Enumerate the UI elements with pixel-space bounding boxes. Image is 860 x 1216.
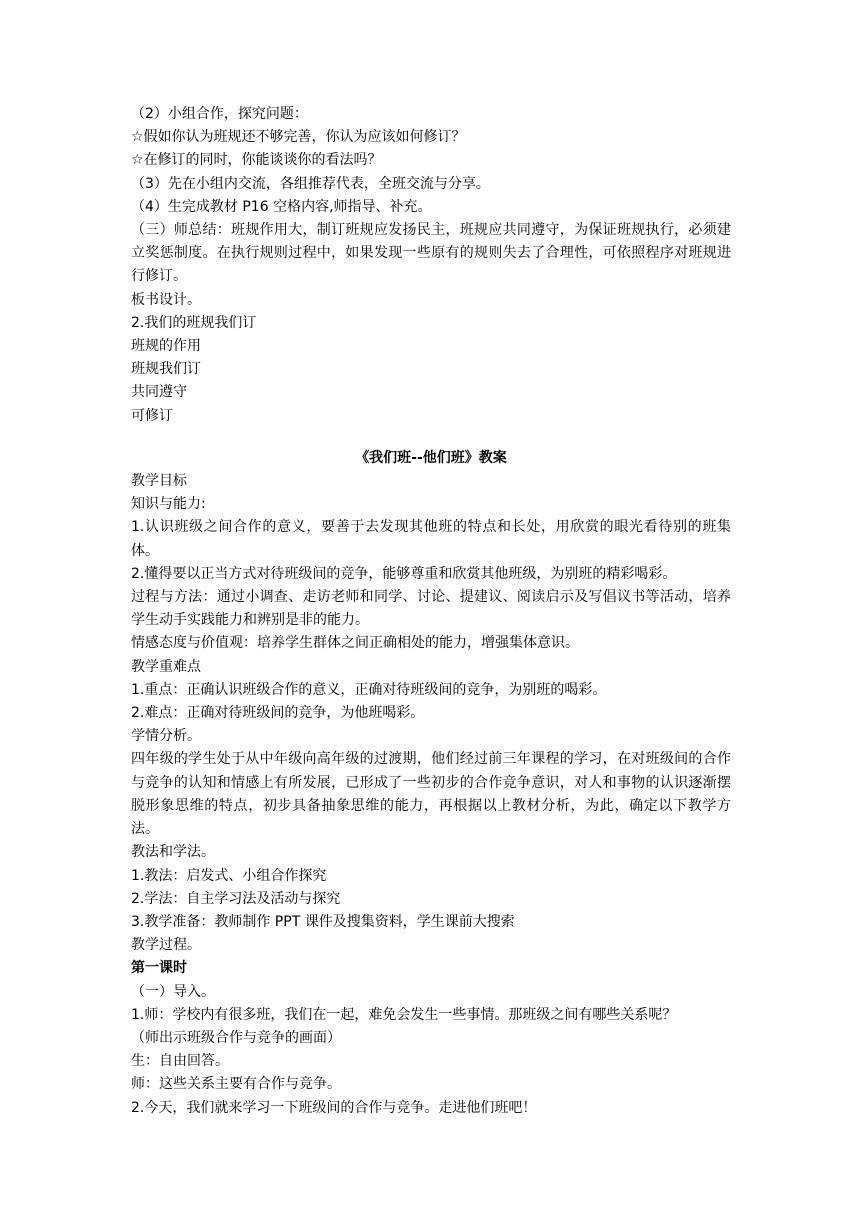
section-heading: 教学重难点 (131, 658, 201, 675)
text-line: 共同遵守 (131, 384, 187, 401)
subsection-heading: 知识与能力: (131, 496, 206, 513)
text-line: （3）先在小组内交流，各组推荐代表，全班交流与分享。 (131, 175, 490, 192)
subsection-heading: （一）导入。 (131, 983, 215, 1000)
intro-teacher-line: 师：这些关系主要有合作与竞争。 (131, 1076, 341, 1093)
goal-item: 2.懂得要以正当方式对待班级间的竞争，能够尊重和欣赏其他班级，为别班的精彩喝彩。 (131, 565, 677, 582)
section-heading: 教法和学法。 (131, 844, 215, 861)
text-line: 班规的作用 (131, 338, 201, 355)
lesson-heading: 第一课时 (131, 960, 187, 977)
text-line: ☆假如你认为班规还不够完善，你认为应该如何修订？ (131, 129, 466, 146)
text-line: （2）小组合作，探究问题： (131, 106, 308, 122)
section-heading: 学情分析。 (131, 728, 201, 745)
text-line: 可修订 (131, 407, 173, 424)
section-heading: 教学目标 (131, 473, 187, 490)
summary-paragraph: （三）师总结：班规作用大，制订班规应发扬民主，班规应共同遵守，为保证班规执行，必须建立奖惩制度。在执行规则过程中，如果发现一些原有的规则失去了合理性，可依照程序对班规进行修订。 (131, 222, 731, 285)
method-item: 2.学法：自主学习法及活动与探究 (131, 890, 341, 907)
goal-item: 1.认识班级之间合作的意义，要善于去发现其他班的特点和长处，用欣赏的眼光看待别的班集体。 (131, 519, 731, 559)
key-point-item: 1.重点：正确认识班级合作的意义，正确对待班级间的竞争，为别班的喝彩。 (131, 681, 607, 698)
emotion-line: 情感态度与价值观：培养学生群体之间正确相处的能力，增强集体意识。 (131, 635, 579, 652)
section-heading: 教学过程。 (131, 937, 201, 954)
document-body (131, 103, 731, 1120)
text-line: 2.我们的班规我们订 (131, 314, 257, 331)
method-item: 3.教学准备：教师制作 PPT 课件及搜集资料，学生课前大搜索 (131, 913, 515, 930)
intro-item: 2.今天，我们就来学习一下班级间的合作与竞争。走进他们班吧！ (131, 1099, 537, 1116)
text-line: （4）生完成教材 P16 空格内容,师指导、补充。 (131, 198, 432, 215)
intro-note: （师出示班级合作与竞争的画面） (131, 1029, 341, 1046)
intro-student-line: 生：自由回答。 (131, 1053, 229, 1070)
text-line: 班规我们订 (131, 361, 201, 378)
text-line: 板书设计。 (131, 291, 201, 308)
process-method-paragraph: 过程与方法：通过小调查、走访老师和同学、讨论、提建议、阅读启示及写倡议书等活动，培养学生动手实践能力和辨别是非的能力。 (131, 589, 731, 629)
method-item: 1.教法：启发式、小组合作探究 (131, 867, 327, 884)
text-line: ☆在修订的同时，你能谈谈你的看法吗？ (131, 152, 382, 169)
analysis-paragraph: 四年级的学生处于从中年级向高年级的过渡期，他们经过前三年课程的学习，在对班级间的合作与竞争的认知和情感上有所发展，已形成了一些初步的合作竞争意识，对人和事物的认识逐渐摆脱形象思维的特点，初步具备抽象思维的能力，再根据以上教材分析，为此，确定以下教学方法。 (131, 751, 731, 838)
document-title: 《我们班--他们班》教案 (355, 449, 507, 466)
intro-item: 1.师：学校内有很多班，我们在一起，难免会发生一些事情。那班级之间有哪些关系呢？ (131, 1006, 677, 1023)
key-point-item: 2.难点：正确对待班级间的竞争，为他班喝彩。 (131, 705, 425, 722)
